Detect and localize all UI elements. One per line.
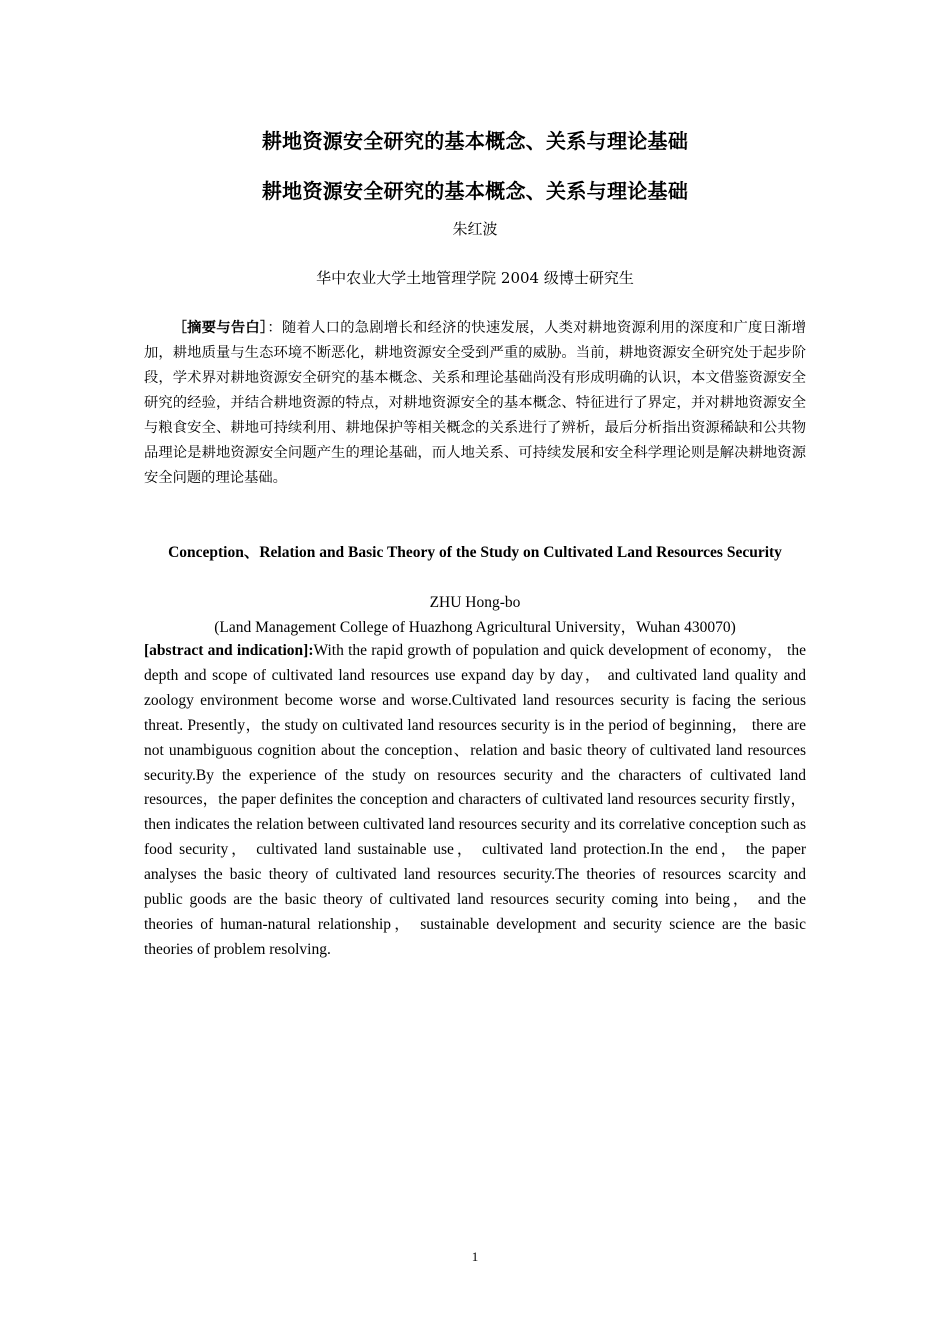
english-abstract-label: [abstract and indication]:	[144, 642, 314, 659]
english-abstract-text: With the rapid growth of population and quick development of economy， the depth and scope of cultivated land resources use expand day by day， and cultivated land quality and zoology environment become worse and worse.Cultivated land resources security is facing the serious threat. Presently，the study on cultivated land resources security is in the period of beginning， there are not unambiguous cognition about the conception、relation and basic theory of cultivated land resources security.By the experience of the study on resources security and the characters of cultivated land resources，the paper definites the conception and characters of cultivated land resources security firstly， then indicates the relation between cultivated land resources security and its correlative conception such as food security， cultivated land sustainable use， cultivated land protection.In the end， the paper analyses the basic theory of cultivated land resources security.The theories of resources scarcity and public goods are the basic theory of cultivated land resources security coming into being， and the theories of human-natural relationship， sustainable development and security science are the basic theories of problem resolving.	[144, 642, 806, 958]
chinese-abstract-label: ［摘要与告白］	[172, 320, 268, 336]
english-abstract	[144, 639, 806, 963]
english-author: ZHU Hong-bo	[429, 594, 521, 611]
page-number: 1	[471, 1249, 479, 1264]
english-title: Conception、Relation and Basic Theory of the Study on Cultivated Land Resources Security	[168, 544, 782, 561]
chinese-abstract	[144, 316, 806, 491]
chinese-affiliation: 华中农业大学土地管理学院 2004 级博士研究生	[316, 269, 634, 287]
chinese-author: 朱红波	[452, 220, 498, 238]
english-affiliation: (Land Management College of Huazhong Agricultural University，Wuhan 430070)	[214, 619, 736, 636]
chinese-abstract-text: ：随着人口的急剧增长和经济的快速发展，人类对耕地资源利用的深度和广度日渐增加，耕地质量与生态环境不断恶化，耕地资源安全受到严重的威胁。当前，耕地资源安全研究处于起步阶段，学术界对耕地资源安全研究的基本概念、关系和理论基础尚没有形成明确的认识，本文借鉴资源安全研究的经验，并结合耕地资源的特点，对耕地资源安全的基本概念、特征进行了界定，并对耕地资源安全与粮食安全、耕地可持续利用、耕地保护等相关概念的关系进行了辨析，最后分析指出资源稀缺和公共物品理论是耕地资源安全问题产生的理论基础，而人地关系、可持续发展和安全科学理论则是解决耕地资源安全问题的理论基础。	[144, 320, 807, 486]
chinese-title-repeat: 耕地资源安全研究的基本概念、关系与理论基础	[261, 179, 689, 203]
chinese-title: 耕地资源安全研究的基本概念、关系与理论基础	[261, 129, 689, 153]
